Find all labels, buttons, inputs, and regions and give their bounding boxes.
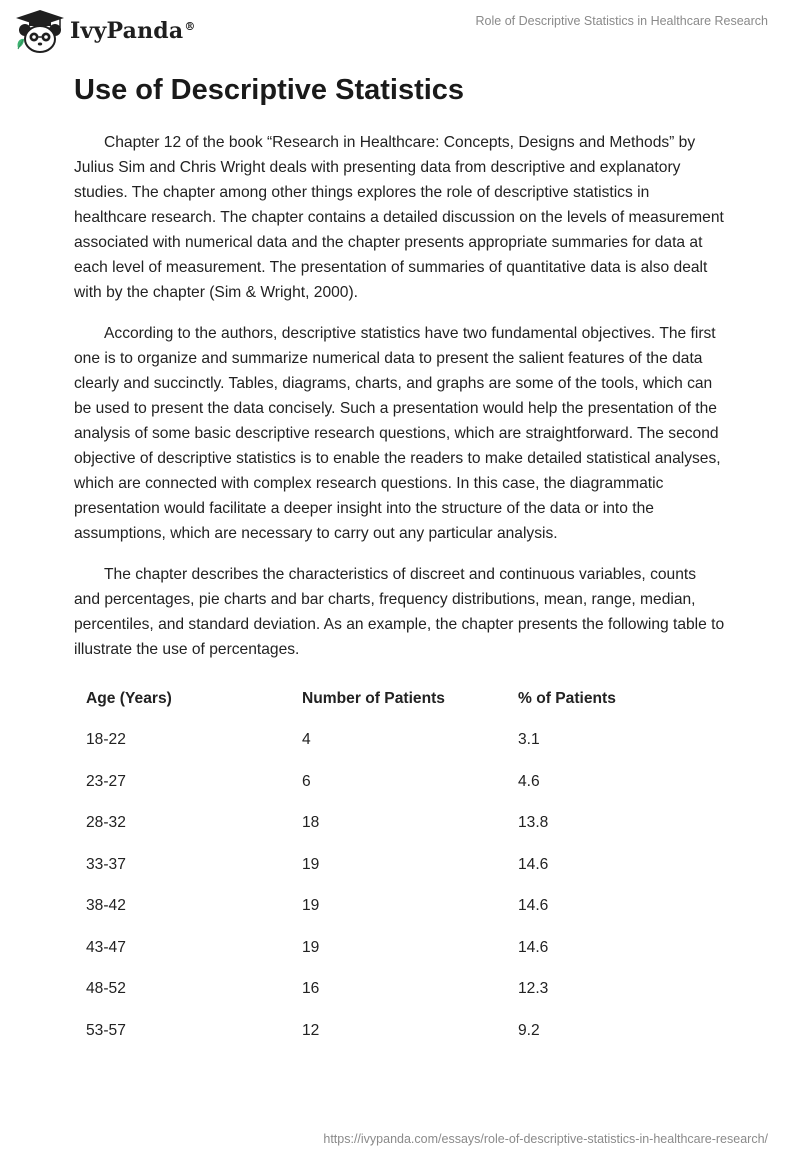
column-header-percent: % of Patients xyxy=(518,689,616,707)
table-row xyxy=(86,844,698,886)
cell-age: 53-57 xyxy=(86,1021,126,1039)
table-row xyxy=(86,1010,698,1052)
document-title: Role of Descriptive Statistics in Healthcare Research xyxy=(475,14,768,28)
article-body xyxy=(74,130,726,1052)
cell-percent: 14.6 xyxy=(518,938,549,956)
cell-percent: 9.2 xyxy=(518,1021,540,1039)
cell-percent: 3.1 xyxy=(518,731,540,749)
table-header-row xyxy=(86,678,698,720)
cell-percent: 14.6 xyxy=(518,897,549,915)
cell-age: 48-52 xyxy=(86,980,126,998)
panda-graduate-icon xyxy=(12,8,68,54)
cell-age: 38-42 xyxy=(86,897,126,915)
column-header-age: Age (Years) xyxy=(86,689,172,707)
paragraph-3: The chapter describes the characteristics of discreet and continuous variables, counts and percentages, pie charts and bar charts, frequency distributions, mean, range, median, percentiles, and standard deviation. As an example, the chapter presents the following table to illustrate the use of percentages. xyxy=(74,566,725,658)
table-row xyxy=(86,886,698,928)
cell-number: 18 xyxy=(302,814,320,832)
age-distribution-table xyxy=(86,678,698,1052)
page-title: Use of Descriptive Statistics xyxy=(74,74,465,106)
paragraph-1: Chapter 12 of the book “Research in Healthcare: Concepts, Designs and Methods” by Julius Sim and Chris Wright deals with presenting data from descriptive and explanatory studies. The chapter among other things explores the role of descriptive statistics in healthcare research. The chapter contains a detailed discussion on the levels of measurement associated with numerical data and the chapter presents appropriate summaries for data at each level of measurement. The presentation of summaries of quantitative data is also dealt with by the chapter (Sim & Wright, 2000). xyxy=(74,134,724,301)
paragraph-2: According to the authors, descriptive statistics have two fundamental objectives. The first one is to organize and summarize numerical data to present the salient features of the data clearly and succinctly. Tables, diagrams, charts, and graphs are some of the tools, which can be used to present the data concisely. Such a presentation would help the presentation of the analysis of some basic descriptive research questions, which are straightforward. The second objective of descriptive statistics is to enable the readers to make detailed statistical analyses, which are connected with complex research questions. In this case, the diagrammatic presentation would facilitate a deeper insight into the structure of the data or into the assumptions, which are necessary to carry out any particular analysis. xyxy=(74,325,721,542)
cell-number: 6 xyxy=(302,772,311,790)
table-row xyxy=(86,969,698,1011)
cell-number: 16 xyxy=(302,980,320,998)
brand-name: IvyPanda® xyxy=(70,18,196,44)
cell-percent: 4.6 xyxy=(518,772,540,790)
cell-age: 18-22 xyxy=(86,731,126,749)
cell-percent: 12.3 xyxy=(518,980,549,998)
table-row xyxy=(86,927,698,969)
table-row xyxy=(86,720,698,762)
cell-number: 12 xyxy=(302,1021,320,1039)
cell-age: 33-37 xyxy=(86,855,126,873)
cell-age: 28-32 xyxy=(86,814,126,832)
cell-number: 19 xyxy=(302,938,320,956)
column-header-number: Number of Patients xyxy=(302,689,445,707)
ivypanda-logo[interactable] xyxy=(12,8,196,54)
cell-percent: 13.8 xyxy=(518,814,549,832)
cell-percent: 14.6 xyxy=(518,855,549,873)
cell-number: 19 xyxy=(302,855,320,873)
table-row xyxy=(86,803,698,845)
table-row xyxy=(86,761,698,803)
cell-number: 4 xyxy=(302,731,311,749)
page-header xyxy=(0,0,800,60)
source-url-link[interactable]: https://ivypanda.com/essays/role-of-descriptive-statistics-in-healthcare-research/ xyxy=(323,1132,768,1146)
cell-age: 23-27 xyxy=(86,772,126,790)
cell-age: 43-47 xyxy=(86,938,126,956)
cell-number: 19 xyxy=(302,897,320,915)
